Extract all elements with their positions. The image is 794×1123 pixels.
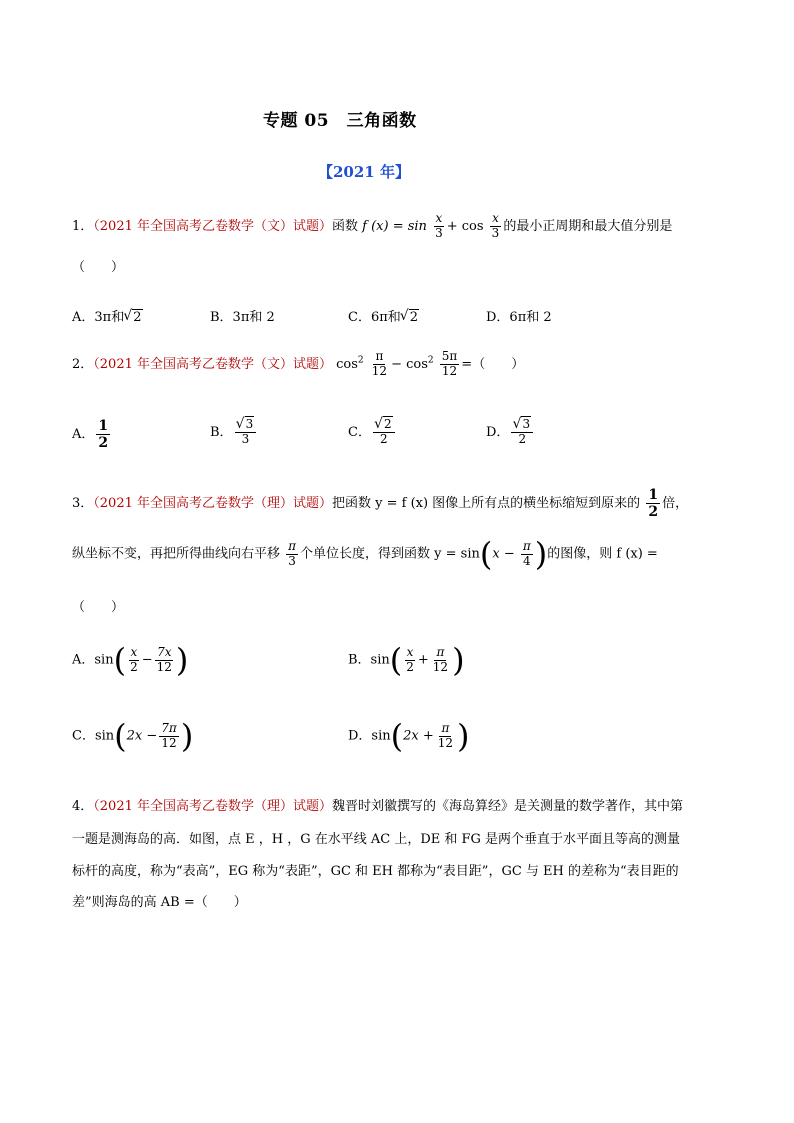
sqrt-symbol: √ 3	[513, 418, 531, 432]
fraction: √ $\frac{3}{3}$	[235, 418, 257, 447]
fraction: $\frac{\pi}{3}$	[288, 538, 297, 568]
year-heading: 【2021 年】	[318, 163, 410, 181]
question-source: （2021 年全国高考乙卷数学（理）试题）	[93, 496, 332, 512]
fraction: $\frac{5\pi}{12}$	[441, 349, 458, 378]
option-c: C．6π和√ 2	[348, 306, 419, 325]
sqrt-symbol: √ 2	[401, 310, 419, 325]
option-b: B．3π和 2	[210, 310, 275, 325]
question-text: 函数	[332, 218, 359, 234]
question-4-line4: 差”则海岛的高 AB =（ ）	[72, 895, 247, 910]
option-c: C．sin(2x − $\frac{7\pi}{12}$ )	[72, 717, 194, 755]
fraction: $\frac{x}{3}$	[435, 211, 443, 240]
question-1-line1	[72, 212, 672, 241]
question-2-line1: 2．（2021 年全国高考乙卷数学（文）试题） $\cos^2$ $\frac{\pi}{12}$ − $\cos^2$ $\frac{5\pi}{12}$ =（ ）	[72, 349, 525, 378]
option-d: D． √ $\frac{3}{2}$	[486, 418, 535, 447]
option-a: A． $\frac{1}{2}$	[72, 418, 109, 452]
question-source: （2021 年全国高考乙卷数学（理）试题）	[93, 799, 332, 814]
fraction: $\frac{7x}{12}$	[156, 644, 172, 674]
fraction: √ $\frac{2}{2}$	[373, 418, 395, 447]
question-4-line1: 4．（2021 年全国高考乙卷数学（理）试题）魏晋时刘徽撰写的《海岛算经》是关测量的数学著作，其中第	[72, 799, 684, 814]
question-number: 4．	[72, 799, 94, 814]
sqrt-symbol: √ 2	[124, 310, 142, 325]
fraction: $\frac{x}{3}$	[491, 211, 500, 240]
question-4-line2: 一题是测海岛的高．如图，点 E ，H ，G 在水平线 AC 上，DE 和 FG 是两个垂直于水平面且等高的测量	[72, 832, 681, 847]
option-a: A．sin( $\frac{x}{2}$ − $\frac{7x}{12}$ )	[72, 641, 189, 679]
question-source: （2021 年全国高考乙卷数学（文）试题）	[93, 356, 332, 372]
fraction: $\frac{\pi}{12}$	[432, 644, 449, 674]
question-3-line2: 纵坐标不变，再把所得曲线向右平移 $\frac{\pi}{3}$ 个单位长度，得到函数 y = sin(x − $\frac{\pi}{4}$ )的图像，则 f (x) =	[72, 535, 658, 573]
answer-paren: （ ）	[72, 600, 125, 615]
sqrt-symbol: √ 3	[237, 418, 255, 432]
option-c: C． √ $\frac{2}{2}$	[348, 418, 397, 447]
answer-paren: （ ）	[72, 260, 125, 275]
question-number: 3．	[72, 496, 94, 512]
fraction: $\frac{x}{2}$	[130, 644, 138, 674]
question-number: 1．	[72, 218, 94, 234]
question-source: （2021 年全国高考乙卷数学（文）试题）	[93, 218, 332, 234]
page-title: 专题 05 三角函数	[263, 111, 417, 131]
math-expression: f (x) = sin	[362, 218, 427, 234]
option-a: A．3π和√ 2	[72, 306, 143, 325]
option-b: B． √ $\frac{3}{3}$	[210, 418, 258, 447]
fraction: $\frac{\pi}{12}$	[371, 349, 388, 378]
fraction: $\frac{\pi}{12}$	[437, 720, 454, 750]
sqrt-symbol: √ 2	[375, 418, 393, 432]
fraction: √ $\frac{3}{2}$	[511, 418, 533, 447]
option-d: D．sin(2x + $\frac{\pi}{12}$ )	[348, 717, 470, 755]
question-number: 2．	[72, 356, 94, 372]
fraction: $\frac{7\pi}{12}$	[161, 720, 177, 750]
fraction: $\frac{1}{2}$	[648, 487, 659, 521]
question-3-line1: 3．（2021 年全国高考乙卷数学（理）试题）把函数 y = f (x) 图像上所有点的横坐标缩短到原来的 $\frac{1}{2}$ 倍，	[72, 487, 689, 521]
question-4-line3: 标杆的高度，称为“表高”，EG 称为“表距”，GC 和 EH 都称为“表目距”，GC 与 EH 的差称为“表目距的	[72, 864, 679, 879]
option-b: B．sin( $\frac{x}{2}$ + $\frac{\pi}{12}$ )	[348, 641, 465, 679]
fraction: $\frac{1}{2}$	[98, 418, 109, 452]
fraction: $\frac{\pi}{4}$	[522, 538, 531, 568]
math-expression: + cos	[446, 218, 484, 234]
question-text: 的最小正周期和最大值分别是	[503, 218, 673, 234]
fraction: $\frac{x}{2}$	[406, 644, 414, 674]
option-d: D．6π和 2	[486, 310, 552, 325]
